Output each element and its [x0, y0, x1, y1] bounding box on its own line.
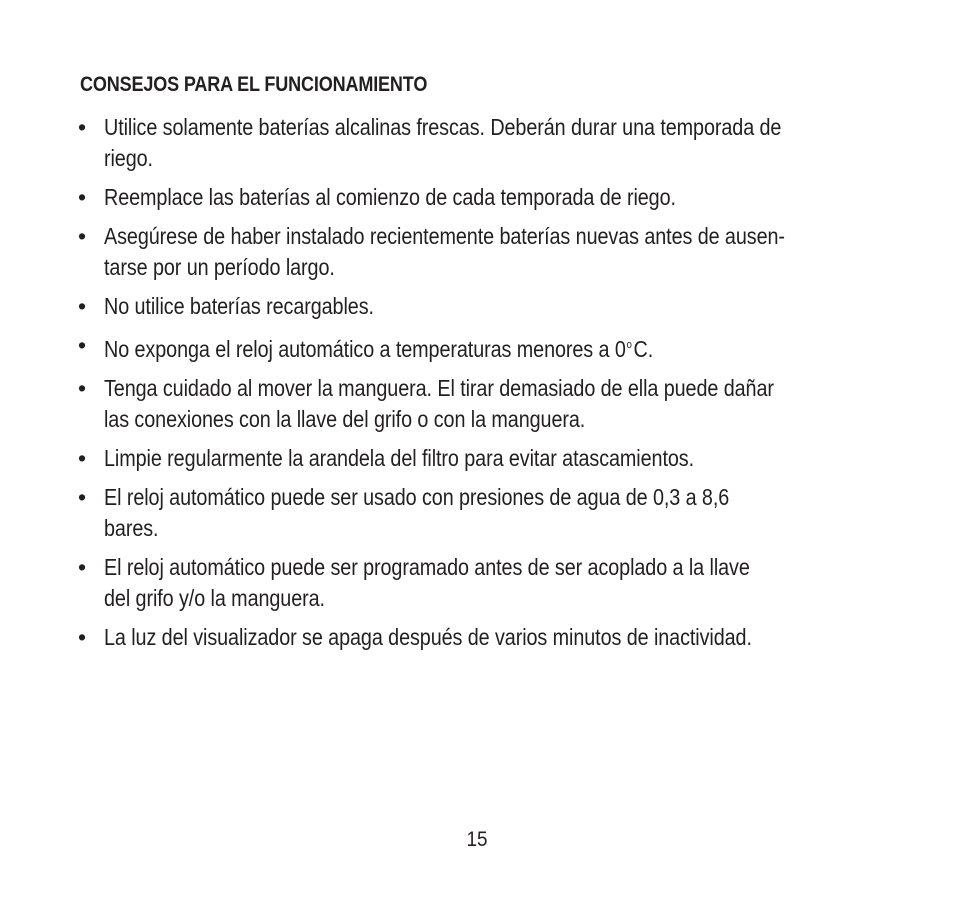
list-item: [0, 291, 954, 322]
degree-symbol: o: [626, 339, 632, 351]
bullet-icon: •: [78, 184, 87, 210]
bullet-icon: •: [78, 293, 87, 319]
text-line: El reloj automático puede ser programado antes de ser acoplado a la llave: [104, 554, 750, 580]
text-line: Tenga cuidado al mover la manguera. El tirar demasiado de ella puede dañar: [104, 375, 774, 401]
text-line: Utilice solamente baterías alcalinas frescas. Deberán durar una temporada de: [104, 114, 782, 140]
bullet-icon: •: [78, 445, 87, 471]
text-line: tarse por un período largo.: [104, 254, 335, 280]
list-item-text: [104, 443, 878, 474]
text-line: Limpie regularmente la arandela del filtro para evitar atascamientos.: [104, 445, 694, 471]
list-item: [0, 330, 954, 365]
list-item: [0, 443, 954, 474]
list-item: [0, 112, 954, 174]
list-item: [0, 221, 954, 283]
bullet-icon: •: [78, 484, 87, 510]
list-item: [0, 182, 954, 213]
bullet-icon: •: [78, 332, 87, 358]
text-line: No exponga el reloj automático a temperaturas menores a 0: [104, 336, 626, 362]
list-item-text: [104, 622, 878, 653]
list-item: [0, 552, 954, 614]
bullet-icon: •: [78, 223, 87, 249]
text-line: El reloj automático puede ser usado con presiones de agua de 0,3 a 8,6: [104, 484, 730, 510]
text-line: bares.: [104, 515, 159, 541]
tips-list: [0, 112, 954, 661]
bullet-icon: •: [78, 624, 87, 650]
list-item-text: [104, 291, 878, 322]
bullet-icon: •: [78, 375, 87, 401]
text-line: Asegúrese de haber instalado recientemente baterías nuevas antes de ausen-: [104, 223, 785, 249]
list-item: [0, 622, 954, 653]
list-item-text: [104, 182, 878, 213]
section-heading: CONSEJOS PARA EL FUNCIONAMIENTO: [80, 73, 428, 96]
page-number: 15: [466, 828, 488, 851]
list-item-text: [104, 112, 878, 174]
text-line: Reemplace las baterías al comienzo de cada temporada de riego.: [104, 184, 676, 210]
list-item: [0, 482, 954, 544]
text-suffix: C.: [633, 336, 654, 362]
list-item-text: [104, 221, 878, 283]
list-item-text: [104, 552, 878, 614]
list-item-text: [104, 330, 878, 365]
text-line: las conexiones con la llave del grifo o con la manguera.: [104, 406, 586, 432]
list-item-text: [104, 482, 878, 544]
text-line: riego.: [104, 145, 153, 171]
list-item: [0, 373, 954, 435]
list-item-text: [104, 373, 878, 435]
text-line: No utilice baterías recargables.: [104, 293, 374, 319]
text-line: La luz del visualizador se apaga después de varios minutos de inactividad.: [104, 624, 752, 650]
bullet-icon: •: [78, 554, 87, 580]
text-line: del grifo y/o la manguera.: [104, 585, 325, 611]
bullet-icon: •: [78, 114, 87, 140]
